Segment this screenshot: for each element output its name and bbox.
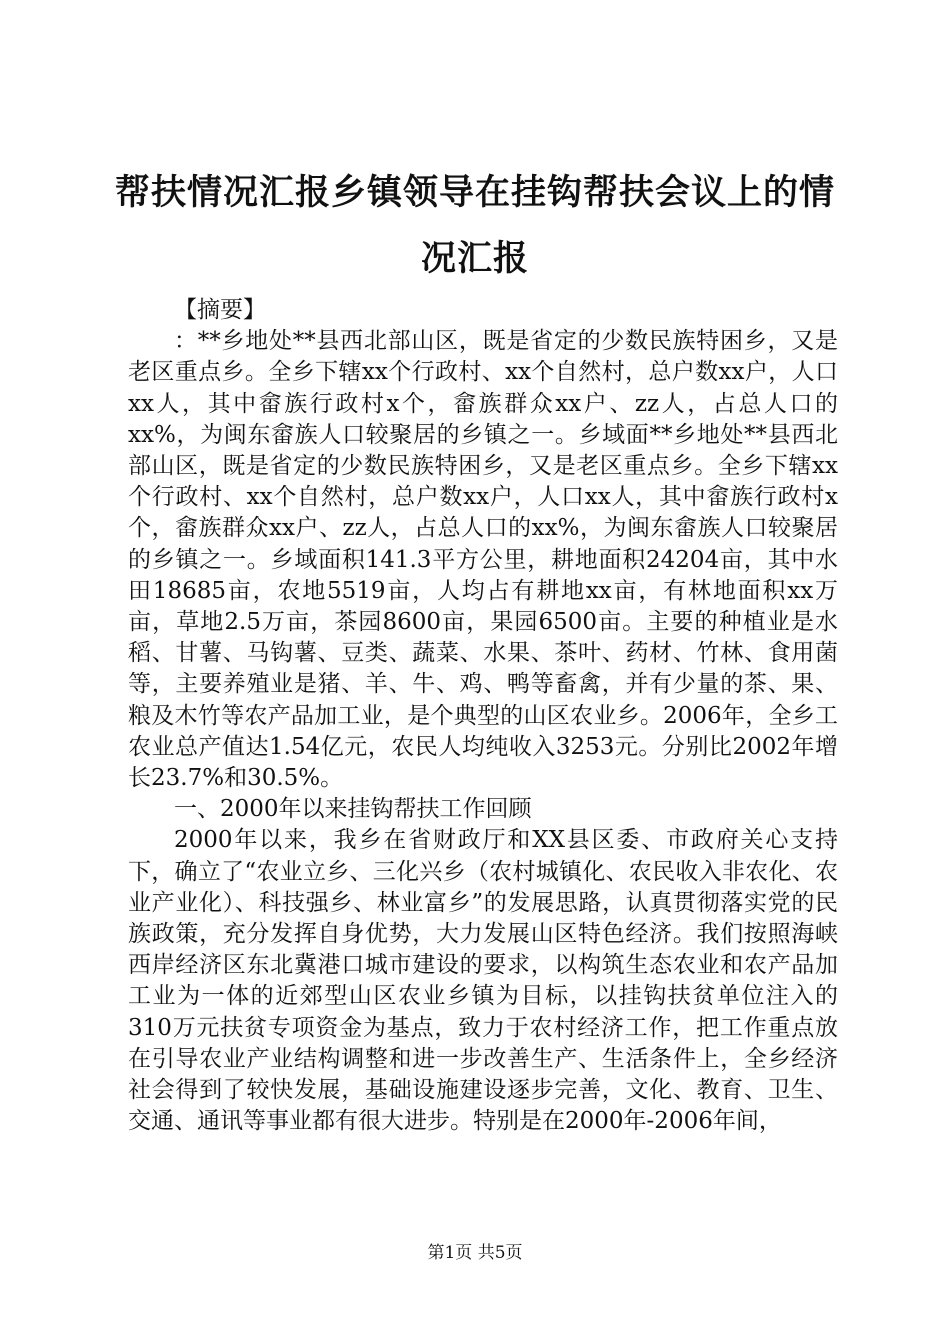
abstract-paragraph: ：**乡地处**县西北部山区，既是省定的少数民族特困乡，又是老区重点乡。全乡下辖xx个行政村、xx个自然村，总户数xx户，人口xx人，其中畲族行政村x个，畲族群众xx户、zz人，占总人口的xx%，为闽东畲族人口较聚居的乡镇之一。乡域面**乡地处**县西北部山区，既是省定的少数民族特困乡，又是老区重点乡。全乡下辖xx个行政村、xx个自然村，总户数xx户，人口xx人，其中畲族行政村x个，畲族群众xx户、zz人，占总人口的xx%，为闽东畲族人口较聚居的乡镇之一。乡域面积141.3平方公里，耕地面积24204亩，其中水田18685亩，农地5519亩，人均占有耕地xx亩，有林地面积xx万亩，草地2.5万亩，茶园8600亩，果园6500亩。主要的种植业是水稻、甘薯、马钩薯、豆类、蔬菜、水果、茶叶、药材、竹林、食用菌等，主要养殖业是猪、羊、牛、鸡、鸭等畜禽，并有少量的茶、果、粮及木竹等农产品加工业，是个典型的山区农业乡。2006年，全乡工农业总产值达1.54亿元，农民人均纯收入3253元。分别比2002年增长23.7%和30.5%。 bbox=[128, 328, 838, 792]
abstract-label: 【摘要】 bbox=[174, 297, 266, 323]
section-heading: 一、2000年以来挂钩帮扶工作回顾 bbox=[174, 796, 532, 823]
document-body bbox=[128, 295, 838, 1137]
section-paragraph: 2000年以来，我乡在省财政厅和XX县区委、市政府关心支持下，确立了“农业立乡、三化兴乡（农村城镇化、农民收入非农化、农业产业化）、科技强乡、林业富乡”的发展思路，认真贯彻落实党的民族政策，充分发挥自身优势，大力发展山区特色经济。我们按照海峡西岸经济区东北冀港口城市建设的要求，以构筑生态农业和农产品加工业为一体的近郊型山区农业乡镇为目标，以挂钩扶贫单位注入的310万元扶贫专项资金为基点，致力于农村经济工作，把工作重点放在引导农业产业结构调整和进一步改善生产、生活条件上，全乡经济社会得到了较快发展，基础设施建设逐步完善，文化、教育、卫生、交通、通讯等事业都有很大进步。特别是在2000年-2006年间， bbox=[128, 827, 838, 1135]
document-title: 帮扶情况汇报乡镇领导在挂钩帮扶会议上的情况汇报 bbox=[114, 173, 835, 279]
page-number: 第1页 共5页 bbox=[427, 1243, 523, 1263]
